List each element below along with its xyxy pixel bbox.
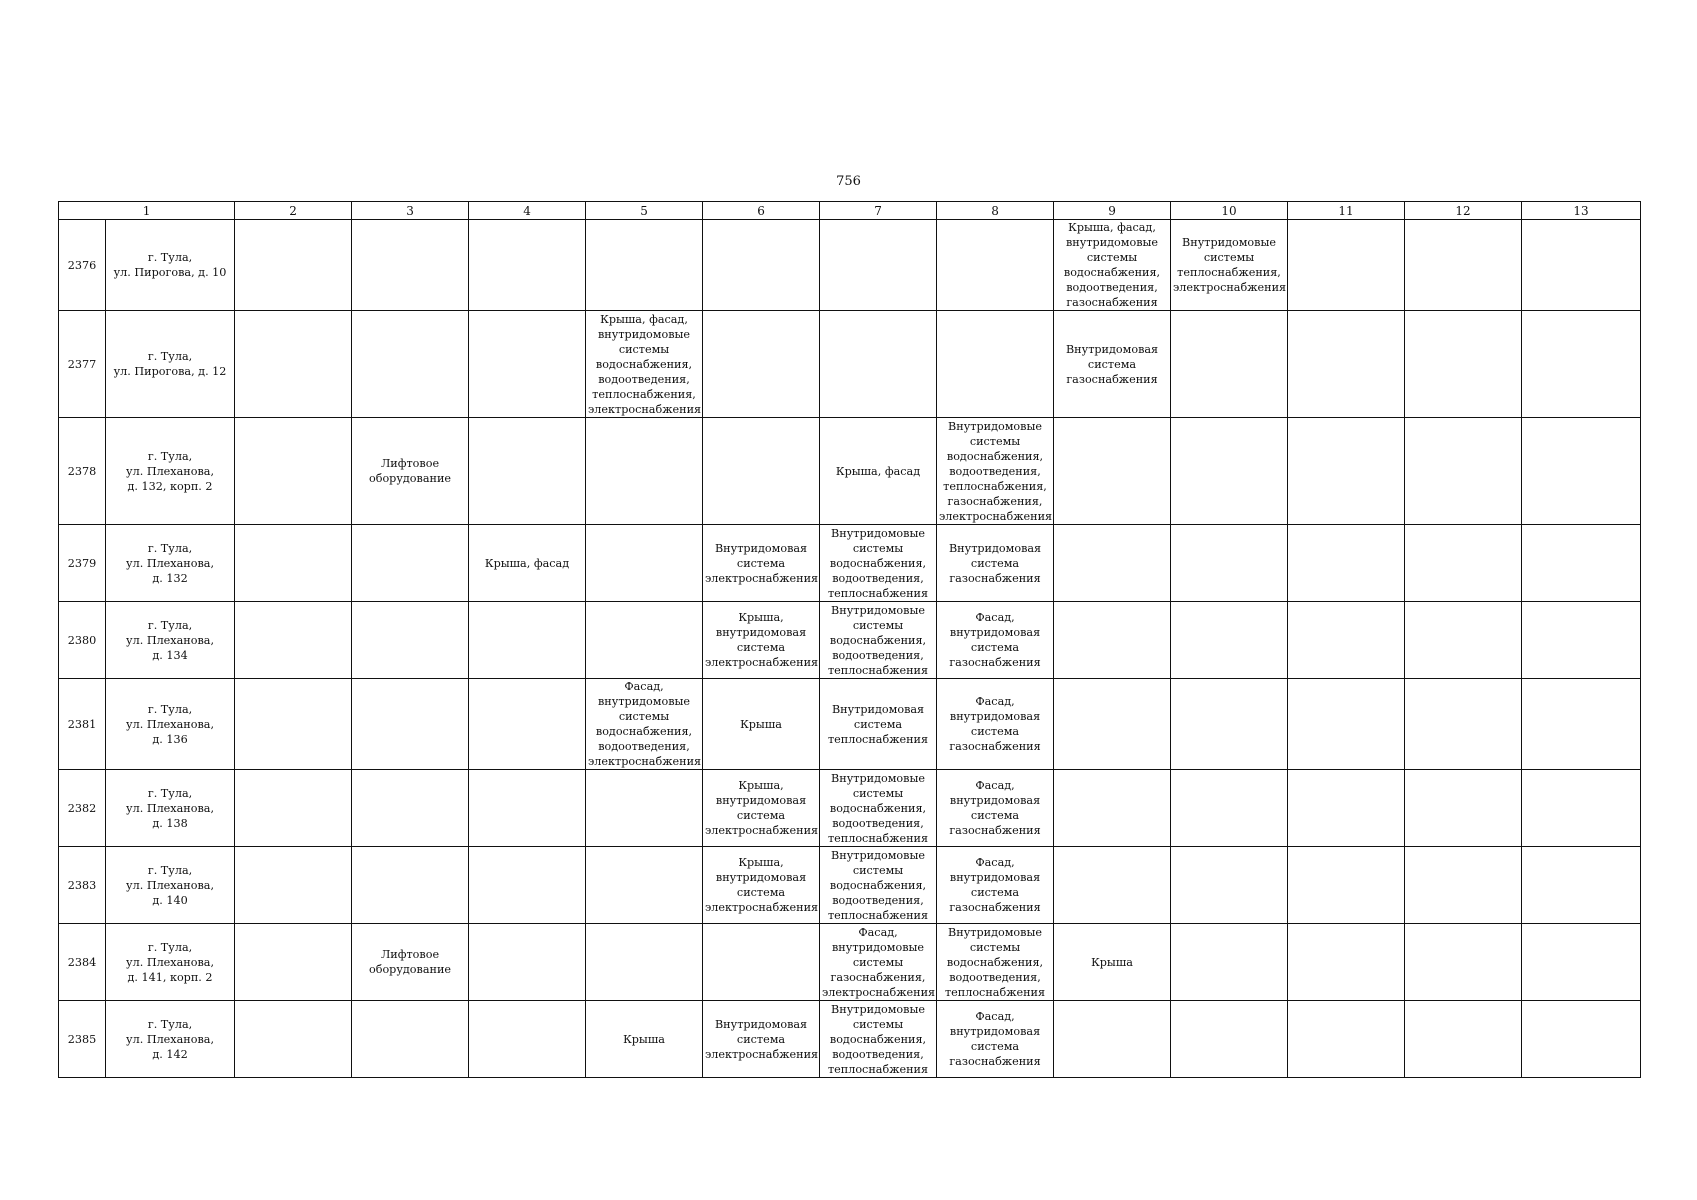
- table-body: [59, 220, 1641, 1078]
- table-cell-col-3: [352, 602, 469, 679]
- repair-schedule-table: [58, 201, 1641, 1078]
- table-cell-col-4: [469, 602, 586, 679]
- address-text: г. Тула, ул. Плеханова, д. 141, корп. 2: [126, 940, 214, 984]
- table-cell-col-7: [820, 1001, 937, 1078]
- table-cell-col-12: [1405, 220, 1522, 311]
- table-cell-col-8: [937, 1001, 1054, 1078]
- table-cell-col-5: [586, 311, 703, 418]
- table-cell-col-9: [1054, 1001, 1171, 1078]
- table-cell-col-10: [1171, 770, 1288, 847]
- cell-text: Фасад, внутридомовая система газоснабжения: [949, 611, 1041, 669]
- cell-text: Внутридомовые системы водоснабжения, водоотведения, теплоснабжения, газоснабжения, электроснабжения: [939, 419, 1053, 523]
- cell-text: Фасад, внутридомовые системы водоснабжения, водоотведения, электроснабжения: [588, 680, 702, 768]
- cell-text: Лифтовое оборудование: [368, 948, 452, 976]
- table-cell-col-10: [1171, 602, 1288, 679]
- row-number: 2382: [59, 770, 106, 847]
- address-text: г. Тула, ул. Плеханова, д. 140: [126, 863, 214, 907]
- table-cell-col-12: [1405, 1001, 1522, 1078]
- table-cell-col-13: [1522, 1001, 1641, 1078]
- row-number: 2379: [59, 525, 106, 602]
- row-number: 2377: [59, 311, 106, 418]
- table-cell-col-13: [1522, 847, 1641, 924]
- table-cell-col-9: [1054, 847, 1171, 924]
- cell-text: Фасад, внутридомовая система газоснабжения: [949, 1010, 1041, 1068]
- address-text: г. Тула, ул. Плеханова, д. 138: [126, 786, 214, 830]
- table-cell-col-13: [1522, 311, 1641, 418]
- address-text: г. Тула, ул. Плеханова, д. 136: [126, 702, 214, 746]
- table-cell-col-11: [1288, 1001, 1405, 1078]
- cell-text: Внутридомовая система газоснабжения: [1065, 342, 1159, 386]
- table-cell-col-7: [820, 602, 937, 679]
- table-cell-col-2: [235, 311, 352, 418]
- table-cell-col-6: [703, 311, 820, 418]
- column-header-5: 5: [586, 202, 703, 220]
- table-cell-col-7: [820, 679, 937, 770]
- column-header-7: 7: [820, 202, 937, 220]
- table-cell-col-10: [1171, 679, 1288, 770]
- row-number: 2376: [59, 220, 106, 311]
- row-address: [106, 770, 235, 847]
- table-cell-col-6: [703, 847, 820, 924]
- table-cell-col-10: [1171, 220, 1288, 311]
- table-cell-col-8: [937, 770, 1054, 847]
- table-cell-col-3: [352, 924, 469, 1001]
- row-address: [106, 220, 235, 311]
- table-cell-col-13: [1522, 679, 1641, 770]
- table-cell-col-8: [937, 602, 1054, 679]
- table-cell-col-9: [1054, 770, 1171, 847]
- table-cell-col-2: [235, 924, 352, 1001]
- table-row: [59, 311, 1641, 418]
- table-cell-col-8: [937, 679, 1054, 770]
- table-row: [59, 679, 1641, 770]
- table-cell-col-7: [820, 220, 937, 311]
- table-cell-col-6: [703, 1001, 820, 1078]
- row-number: 2385: [59, 1001, 106, 1078]
- table-cell-col-13: [1522, 770, 1641, 847]
- cell-text: Внутридомовые системы водоснабжения, водоотведения, теплоснабжения: [827, 603, 929, 677]
- row-address: [106, 1001, 235, 1078]
- cell-text: Крыша: [740, 717, 782, 731]
- table-cell-col-4: [469, 847, 586, 924]
- table-cell-col-5: [586, 220, 703, 311]
- table-cell-col-7: [820, 311, 937, 418]
- table-cell-col-12: [1405, 602, 1522, 679]
- table-cell-col-3: [352, 1001, 469, 1078]
- row-address: [106, 679, 235, 770]
- address-text: г. Тула, ул. Плеханова, д. 132: [126, 541, 214, 585]
- table-cell-col-11: [1288, 602, 1405, 679]
- table-cell-col-3: [352, 679, 469, 770]
- cell-text: Внутридомовые системы водоснабжения, водоотведения, теплоснабжения: [827, 1002, 929, 1076]
- table-cell-col-4: [469, 679, 586, 770]
- row-address: [106, 847, 235, 924]
- table-cell-col-4: [469, 525, 586, 602]
- table-cell-col-5: [586, 602, 703, 679]
- table-cell-col-6: [703, 525, 820, 602]
- table-cell-col-9: [1054, 679, 1171, 770]
- cell-text: Внутридомовые системы водоснабжения, водоотведения, теплоснабжения: [827, 848, 929, 922]
- table-cell-col-6: [703, 602, 820, 679]
- table-cell-col-3: [352, 770, 469, 847]
- table-cell-col-3: [352, 418, 469, 525]
- table-cell-col-2: [235, 602, 352, 679]
- cell-text: Внутридомовые системы водоснабжения, водоотведения, теплоснабжения: [944, 925, 1046, 999]
- row-address: [106, 602, 235, 679]
- table-cell-col-12: [1405, 418, 1522, 525]
- table-cell-col-4: [469, 770, 586, 847]
- table-cell-col-2: [235, 220, 352, 311]
- cell-text: Фасад, внутридомовая система газоснабжения: [949, 856, 1041, 914]
- address-text: г. Тула, ул. Пирогова, д. 12: [113, 350, 227, 378]
- table-cell-col-3: [352, 525, 469, 602]
- row-number: 2378: [59, 418, 106, 525]
- cell-text: Крыша, внутридомовая система электроснабжения: [705, 779, 819, 837]
- header-row: [59, 202, 1641, 220]
- column-header-3: 3: [352, 202, 469, 220]
- table-cell-col-12: [1405, 525, 1522, 602]
- cell-text: Внутридомовая система электроснабжения: [705, 541, 819, 585]
- table-cell-col-11: [1288, 311, 1405, 418]
- row-address: [106, 311, 235, 418]
- table-cell-col-4: [469, 311, 586, 418]
- table-cell-col-4: [469, 220, 586, 311]
- column-header-2: 2: [235, 202, 352, 220]
- table-cell-col-12: [1405, 679, 1522, 770]
- column-header-13: 13: [1522, 202, 1641, 220]
- table-cell-col-12: [1405, 311, 1522, 418]
- cell-text: Крыша, фасад, внутридомовые системы водоснабжения, водоотведения, газоснабжения: [1063, 221, 1161, 309]
- cell-text: Крыша: [623, 1032, 665, 1046]
- table-cell-col-10: [1171, 1001, 1288, 1078]
- table-cell-col-6: [703, 770, 820, 847]
- table-cell-col-5: [586, 525, 703, 602]
- table-cell-col-8: [937, 924, 1054, 1001]
- cell-text: Фасад, внутридомовая система газоснабжения: [949, 695, 1041, 753]
- table-cell-col-2: [235, 1001, 352, 1078]
- table-cell-col-8: [937, 525, 1054, 602]
- cell-text: Крыша, фасад: [835, 464, 921, 478]
- table-cell-col-2: [235, 679, 352, 770]
- row-number: 2380: [59, 602, 106, 679]
- table-cell-col-9: [1054, 525, 1171, 602]
- table-cell-col-5: [586, 770, 703, 847]
- cell-text: Внутридомовые системы водоснабжения, водоотведения, теплоснабжения: [827, 526, 929, 600]
- table-cell-col-6: [703, 679, 820, 770]
- table-cell-col-12: [1405, 847, 1522, 924]
- column-header-1: 1: [59, 202, 235, 220]
- cell-text: Внутридомовая система теплоснабжения: [827, 702, 929, 746]
- page-number: 756: [836, 174, 861, 189]
- table-cell-col-6: [703, 924, 820, 1001]
- table-cell-col-9: [1054, 924, 1171, 1001]
- table-cell-col-9: [1054, 220, 1171, 311]
- table-cell-col-10: [1171, 311, 1288, 418]
- table-cell-col-10: [1171, 525, 1288, 602]
- table-cell-col-4: [469, 418, 586, 525]
- address-text: г. Тула, ул. Плеханова, д. 142: [126, 1017, 214, 1061]
- table-cell-col-8: [937, 418, 1054, 525]
- table-cell-col-5: [586, 924, 703, 1001]
- cell-text: Лифтовое оборудование: [368, 457, 452, 485]
- column-header-9: 9: [1054, 202, 1171, 220]
- row-address: [106, 525, 235, 602]
- table-cell-col-4: [469, 924, 586, 1001]
- cell-text: Крыша, фасад, внутридомовые системы водоснабжения, водоотведения, теплоснабжения, электроснабжения: [588, 312, 702, 416]
- column-header-8: 8: [937, 202, 1054, 220]
- table-cell-col-7: [820, 525, 937, 602]
- column-header-4: 4: [469, 202, 586, 220]
- table-cell-col-2: [235, 770, 352, 847]
- table-cell-col-9: [1054, 311, 1171, 418]
- table-cell-col-2: [235, 525, 352, 602]
- table-cell-col-13: [1522, 418, 1641, 525]
- cell-text: Крыша: [1091, 955, 1133, 969]
- column-header-10: 10: [1171, 202, 1288, 220]
- table-cell-col-6: [703, 220, 820, 311]
- column-header-11: 11: [1288, 202, 1405, 220]
- table-cell-col-10: [1171, 847, 1288, 924]
- cell-text: Крыша, внутридомовая система электроснабжения: [705, 611, 819, 669]
- table-cell-col-7: [820, 924, 937, 1001]
- table-cell-col-11: [1288, 924, 1405, 1001]
- table-cell-col-10: [1171, 418, 1288, 525]
- table-cell-col-8: [937, 220, 1054, 311]
- cell-text: Внутридомовые системы водоснабжения, водоотведения, теплоснабжения: [827, 771, 929, 845]
- table-cell-col-9: [1054, 602, 1171, 679]
- table-cell-col-13: [1522, 924, 1641, 1001]
- table-cell-col-11: [1288, 418, 1405, 525]
- table-cell-col-7: [820, 418, 937, 525]
- table-cell-col-6: [703, 418, 820, 525]
- address-text: г. Тула, ул. Пирогова, д. 10: [113, 251, 227, 279]
- table-cell-col-11: [1288, 679, 1405, 770]
- table-cell-col-5: [586, 418, 703, 525]
- table-cell-col-11: [1288, 770, 1405, 847]
- table-cell-col-3: [352, 847, 469, 924]
- table-cell-col-3: [352, 311, 469, 418]
- table-row: [59, 525, 1641, 602]
- table-cell-col-8: [937, 847, 1054, 924]
- table-cell-col-11: [1288, 220, 1405, 311]
- table-cell-col-13: [1522, 220, 1641, 311]
- table-cell-col-3: [352, 220, 469, 311]
- address-text: г. Тула, ул. Плеханова, д. 134: [126, 618, 214, 662]
- table-cell-col-13: [1522, 602, 1641, 679]
- table-cell-col-7: [820, 770, 937, 847]
- cell-text: Фасад, внутридомовые системы газоснабжения, электроснабжения: [822, 925, 936, 999]
- table-cell-col-8: [937, 311, 1054, 418]
- table-cell-col-11: [1288, 847, 1405, 924]
- row-number: 2384: [59, 924, 106, 1001]
- cell-text: Крыша, внутридомовая система электроснабжения: [705, 856, 819, 914]
- row-address: [106, 418, 235, 525]
- table-cell-col-2: [235, 847, 352, 924]
- address-text: г. Тула, ул. Плеханова, д. 132, корп. 2: [126, 449, 214, 493]
- table-row: [59, 602, 1641, 679]
- table-cell-col-4: [469, 1001, 586, 1078]
- table-cell-col-5: [586, 847, 703, 924]
- cell-text: Крыша, фасад: [484, 556, 570, 570]
- column-header-12: 12: [1405, 202, 1522, 220]
- table-cell-col-10: [1171, 924, 1288, 1001]
- row-address: [106, 924, 235, 1001]
- cell-text: Внутридомовая система электроснабжения: [705, 1017, 819, 1061]
- cell-text: Внутридомовые системы теплоснабжения, электроснабжения: [1173, 236, 1287, 294]
- row-number: 2381: [59, 679, 106, 770]
- table-row: [59, 924, 1641, 1001]
- table-row: [59, 1001, 1641, 1078]
- row-number: 2383: [59, 847, 106, 924]
- table-row: [59, 418, 1641, 525]
- table-cell-col-13: [1522, 525, 1641, 602]
- column-header-6: 6: [703, 202, 820, 220]
- table-cell-col-5: [586, 679, 703, 770]
- table-cell-col-7: [820, 847, 937, 924]
- table-row: [59, 770, 1641, 847]
- table-cell-col-11: [1288, 525, 1405, 602]
- table-cell-col-9: [1054, 418, 1171, 525]
- table-cell-col-2: [235, 418, 352, 525]
- table-row: [59, 220, 1641, 311]
- cell-text: Внутридомовая система газоснабжения: [948, 541, 1042, 585]
- table-cell-col-12: [1405, 924, 1522, 1001]
- table-cell-col-12: [1405, 770, 1522, 847]
- table-row: [59, 847, 1641, 924]
- cell-text: Фасад, внутридомовая система газоснабжения: [949, 779, 1041, 837]
- table-cell-col-5: [586, 1001, 703, 1078]
